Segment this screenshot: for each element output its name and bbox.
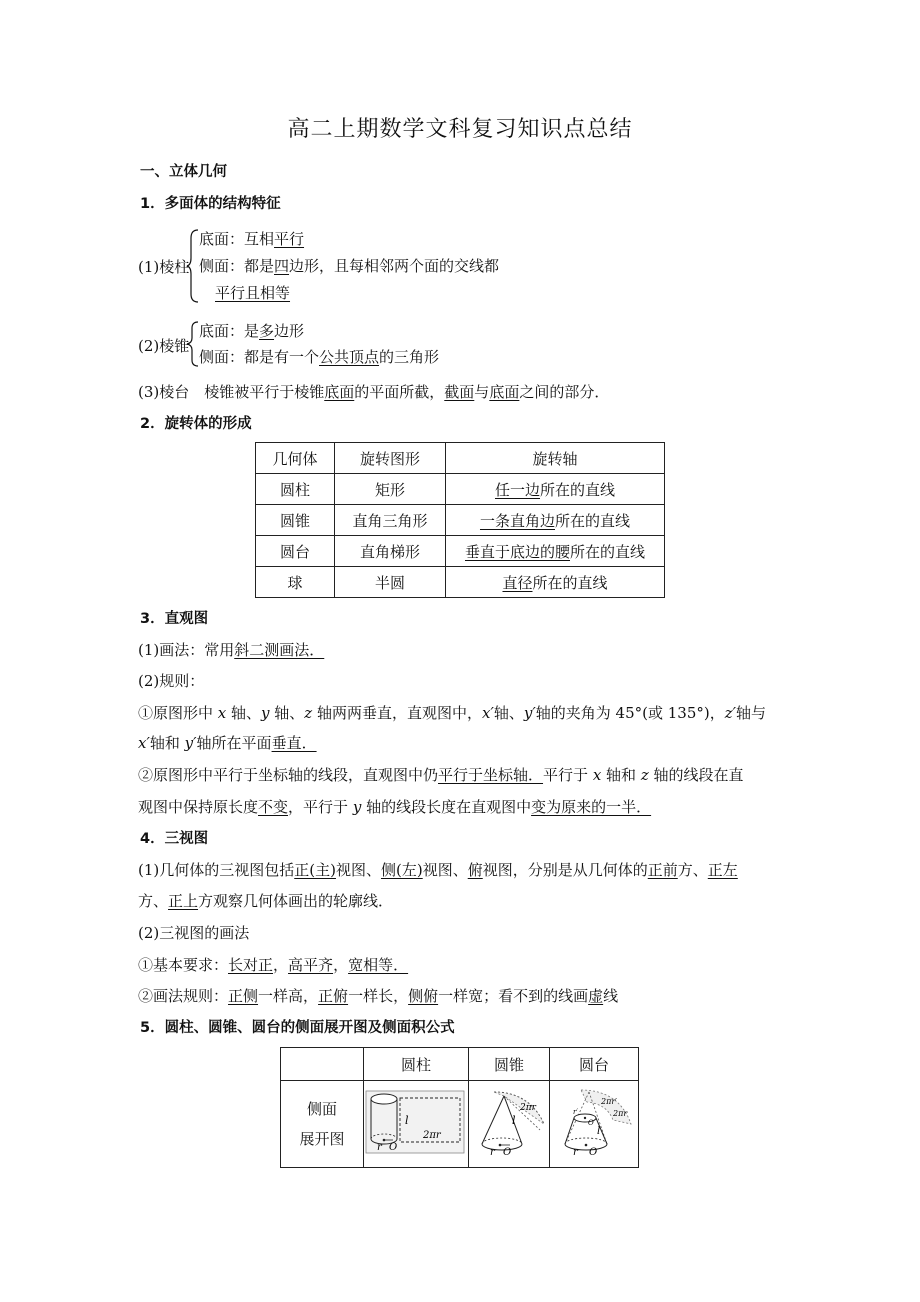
table-row bbox=[256, 474, 665, 505]
three-views-drawing-rules: ②画法规则：正侧一样高，正俯一样长，侧俯一样宽；看不到的线画虚线 bbox=[138, 987, 619, 1005]
table-row bbox=[281, 1081, 639, 1168]
table-row bbox=[256, 505, 665, 536]
rule2-line-2: 观图中保持原长度不变，平行于 y 轴的线段长度在直观图中变为原来的一半． bbox=[138, 798, 652, 816]
lateral-development-table bbox=[280, 1047, 639, 1168]
table-cell: 任一边所在的直线 bbox=[446, 474, 665, 505]
rule1-line-1: ①原图形中 x 轴、y 轴、z 轴两两垂直，直观图中，x′轴、y′轴的夹角为 45°(或 135°)，z′轴与 bbox=[138, 704, 767, 722]
table-cell: 圆台 bbox=[256, 536, 335, 567]
table-cell: 球 bbox=[256, 567, 335, 598]
table-header-cell: 圆台 bbox=[550, 1048, 639, 1081]
table-header-cell: 旋转轴 bbox=[446, 443, 665, 474]
table-cell: 矩形 bbox=[335, 474, 446, 505]
center-label: O bbox=[389, 1142, 398, 1153]
center-label: O bbox=[589, 1147, 598, 1158]
slant-label: l bbox=[597, 1126, 601, 1137]
drawing-method-line: (1)画法：常用斜二测画法． bbox=[138, 641, 325, 659]
table-cell: 直径所在的直线 bbox=[446, 567, 665, 598]
table-cell: 直角三角形 bbox=[335, 505, 446, 536]
table-header-cell: 几何体 bbox=[256, 443, 335, 474]
frustum-figure-cell bbox=[550, 1081, 639, 1168]
three-views-method: (2)三视图的画法 bbox=[138, 924, 250, 942]
rule1-line-2: x′轴和 y′轴所在平面垂直． bbox=[138, 734, 317, 752]
table-header-row bbox=[281, 1048, 639, 1081]
cone-development-figure bbox=[470, 1084, 548, 1160]
arc-label: 2πr bbox=[520, 1103, 536, 1113]
table-cell: 圆锥 bbox=[256, 505, 335, 536]
page-title: 高二上期数学文科复习知识点总结 bbox=[287, 117, 633, 142]
table-header-cell bbox=[281, 1048, 364, 1081]
center-label: O bbox=[503, 1147, 512, 1158]
slant-label: l bbox=[512, 1114, 516, 1127]
row-label-line: 展开图 bbox=[299, 1130, 345, 1148]
length-label: l bbox=[405, 1114, 409, 1127]
table-cell: 垂直于底边的腰所在的直线 bbox=[446, 536, 665, 567]
table-header-cell: 圆锥 bbox=[469, 1048, 550, 1081]
prism-label: (1)棱柱 bbox=[138, 258, 190, 276]
top-center-label: O′ bbox=[588, 1119, 596, 1127]
circumference-label: 2πr bbox=[423, 1130, 441, 1141]
table-cell: 圆柱 bbox=[256, 474, 335, 505]
frustum-line: (3)棱台 棱锥被平行于棱锥底面的平面所截，截面与底面之间的部分． bbox=[138, 383, 610, 401]
subsection-heading-solids-of-revolution: 2．旋转体的形成 bbox=[140, 416, 252, 432]
cylinder-figure-cell bbox=[364, 1081, 469, 1168]
bottom-arc-label: 2πr bbox=[613, 1109, 628, 1118]
revolution-table bbox=[255, 442, 665, 598]
frustum-development-figure bbox=[551, 1084, 637, 1160]
cylinder-development-figure bbox=[365, 1084, 467, 1160]
pyramid-brace bbox=[186, 320, 200, 368]
table-header-cell: 圆柱 bbox=[364, 1048, 469, 1081]
pyramid-label: (2)棱锥 bbox=[138, 337, 190, 355]
table-header-row bbox=[256, 443, 665, 474]
prism-side-line-2: 平行且相等 bbox=[215, 284, 291, 302]
table-cell: 直角梯形 bbox=[335, 536, 446, 567]
table-cell: 半圆 bbox=[335, 567, 446, 598]
subsection-heading-polyhedra: 1．多面体的结构特征 bbox=[140, 196, 281, 212]
row-label-line: 侧面 bbox=[306, 1100, 337, 1118]
prism-brace bbox=[186, 228, 200, 304]
top-arc-label: 2πr′ bbox=[601, 1097, 617, 1106]
pyramid-side-line: 侧面：都是有一个公共顶点的三角形 bbox=[199, 348, 440, 366]
table-row bbox=[256, 536, 665, 567]
table-cell bbox=[281, 1081, 364, 1168]
rule2-line-1: ②原图形中平行于坐标轴的线段，直观图中仍平行于坐标轴．平行于 x 轴和 z 轴的线段在直 bbox=[138, 766, 744, 784]
table-row bbox=[256, 567, 665, 598]
three-views-line-2: 方、正上方观察几何体画出的轮廓线． bbox=[138, 892, 394, 910]
subsection-heading-intuitive-drawing: 3．直观图 bbox=[140, 611, 209, 627]
pyramid-base-line: 底面：是多边形 bbox=[199, 322, 305, 340]
three-views-line-1: (1)几何体的三视图包括正(主)视图、侧(左)视图、俯视图，分别是从几何体的正前方、正左 bbox=[138, 861, 738, 879]
table-cell: 一条直角边所在的直线 bbox=[446, 505, 665, 536]
top-radius-label: r′ bbox=[573, 1108, 578, 1116]
subsection-heading-lateral-area: 5．圆柱、圆锥、圆台的侧面展开图及侧面积公式 bbox=[140, 1020, 455, 1036]
prism-base-line: 底面：互相平行 bbox=[199, 230, 305, 248]
radius-label: r bbox=[377, 1142, 382, 1153]
section-heading-solid-geometry: 一、立体几何 bbox=[140, 164, 227, 180]
rules-line: (2)规则： bbox=[138, 672, 205, 690]
subsection-heading-three-views: 4．三视图 bbox=[140, 831, 209, 847]
radius-label: r bbox=[490, 1147, 495, 1158]
prism-side-line: 侧面：都是四边形，且每相邻两个面的交线都 bbox=[199, 257, 500, 275]
three-views-basic-requirement: ①基本要求：长对正，高平齐，宽相等． bbox=[138, 956, 409, 974]
cone-figure-cell bbox=[469, 1081, 550, 1168]
table-header-cell: 旋转图形 bbox=[335, 443, 446, 474]
radius-label: r bbox=[573, 1147, 578, 1158]
